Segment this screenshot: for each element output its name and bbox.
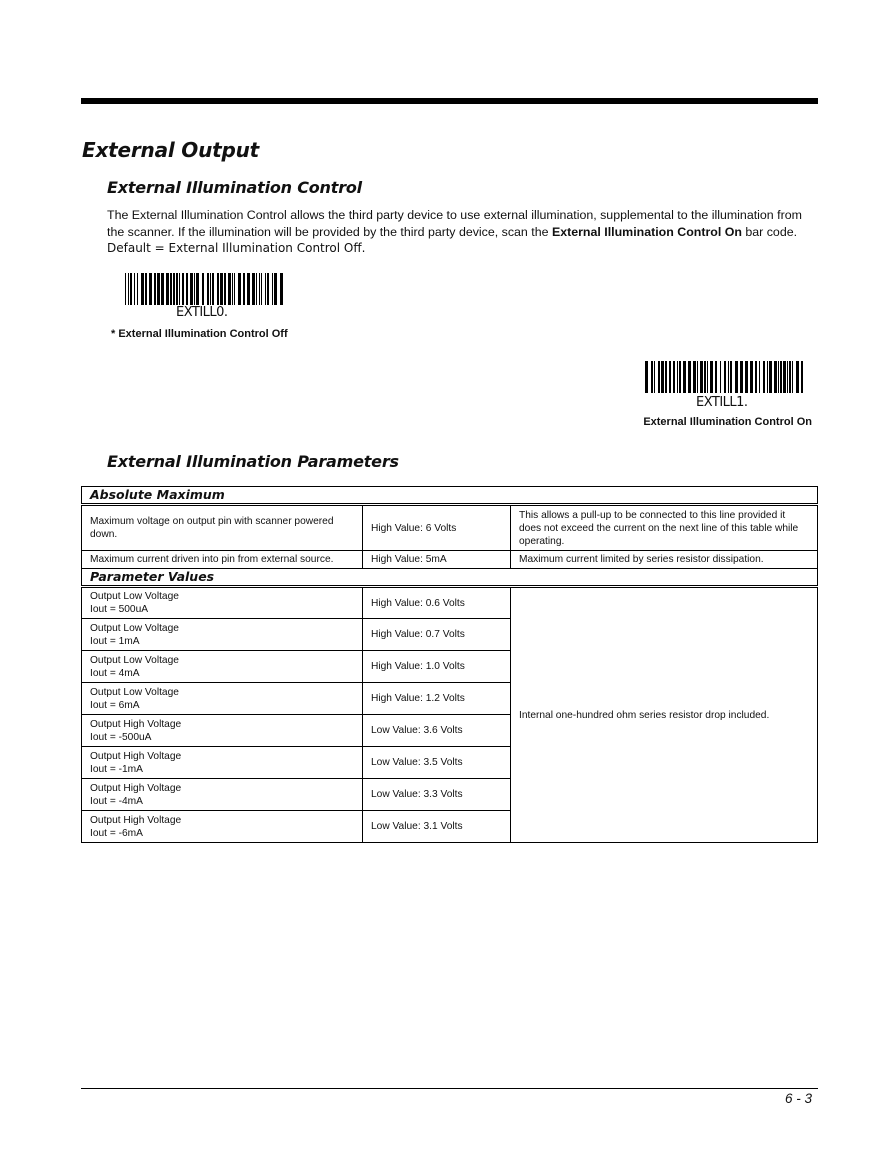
barcode-bar bbox=[190, 273, 193, 305]
page-number: 6 - 3 bbox=[784, 1091, 812, 1106]
param-line: Output Low Voltage bbox=[90, 654, 179, 666]
param-line: Output Low Voltage bbox=[90, 622, 179, 634]
param-current: Iout = -500uA bbox=[90, 731, 152, 743]
section-title: External Output bbox=[82, 138, 260, 162]
header-rule bbox=[81, 98, 818, 104]
barcode-bar bbox=[801, 361, 803, 393]
param-cell bbox=[82, 811, 363, 843]
barcode-bar bbox=[769, 361, 772, 393]
barcode-bar bbox=[715, 361, 717, 393]
barcode-bar bbox=[778, 361, 779, 393]
value-cell: Low Value: 3.5 Volts bbox=[363, 747, 511, 779]
value-cell: High Value: 0.7 Volts bbox=[363, 619, 511, 651]
barcode-bar bbox=[707, 361, 708, 393]
barcode-bar bbox=[157, 273, 160, 305]
table-row bbox=[82, 587, 818, 619]
barcode-bar bbox=[128, 273, 129, 305]
barcode-bar bbox=[256, 273, 257, 305]
barcode-bar bbox=[763, 361, 765, 393]
barcode-bar bbox=[186, 273, 188, 305]
barcode-bar bbox=[796, 361, 799, 393]
param-current: Iout = -6mA bbox=[90, 827, 143, 839]
barcode-bar bbox=[780, 361, 782, 393]
barcode-bar bbox=[661, 361, 664, 393]
barcode-bar bbox=[665, 361, 667, 393]
param-line: Output High Voltage bbox=[90, 782, 182, 794]
barcode-code-on: EXTILL1. bbox=[696, 395, 748, 410]
barcode-bar bbox=[252, 273, 255, 305]
barcode-bar bbox=[170, 273, 172, 305]
param-current: Iout = -4mA bbox=[90, 795, 143, 807]
barcode-bar bbox=[792, 361, 793, 393]
barcode-bar bbox=[261, 273, 262, 305]
barcode-bar bbox=[740, 361, 743, 393]
barcode-bar bbox=[688, 361, 691, 393]
param-cell bbox=[82, 587, 363, 619]
barcode-bar bbox=[149, 273, 152, 305]
barcode-bar bbox=[265, 273, 266, 305]
barcode-bar bbox=[130, 273, 132, 305]
table-section-header bbox=[82, 487, 818, 505]
barcode-bar bbox=[196, 273, 199, 305]
description-bold-text: External Illumination Control On bbox=[551, 224, 742, 239]
barcode-bar bbox=[755, 361, 757, 393]
barcode-bar bbox=[280, 273, 283, 305]
barcode-bar bbox=[182, 273, 184, 305]
barcode-bar bbox=[679, 361, 681, 393]
value-cell: High Value: 1.0 Volts bbox=[363, 651, 511, 683]
barcode-bar bbox=[783, 361, 786, 393]
param-line: Output Low Voltage bbox=[90, 591, 179, 602]
barcode-bar bbox=[207, 273, 209, 305]
value-cell: High Value: 6 Volts bbox=[363, 505, 511, 551]
barcode-bar bbox=[789, 361, 791, 393]
param-line: Output High Voltage bbox=[90, 750, 182, 762]
barcode-bar bbox=[787, 361, 788, 393]
barcode-bar bbox=[669, 361, 671, 393]
barcode-bar bbox=[134, 273, 135, 305]
parameter-values-title: Parameter Values bbox=[82, 569, 818, 587]
param-cell bbox=[82, 715, 363, 747]
barcode-bar bbox=[125, 273, 126, 305]
barcode-bar bbox=[220, 273, 223, 305]
barcode-bar bbox=[238, 273, 241, 305]
barcode-bar bbox=[683, 361, 686, 393]
barcode-illumination-off bbox=[125, 273, 284, 305]
table-row bbox=[82, 505, 818, 551]
barcode-bar bbox=[767, 361, 768, 393]
value-cell: High Value: 5mA bbox=[363, 551, 511, 569]
barcode-bar bbox=[658, 361, 660, 393]
barcode-illumination-on bbox=[645, 361, 804, 393]
default-note: Default = External Illumination Control Off. bbox=[107, 241, 366, 255]
barcode-bar bbox=[194, 273, 195, 305]
barcode-bar bbox=[217, 273, 219, 305]
absolute-maximum-title: Absolute Maximum bbox=[82, 487, 818, 505]
barcode-bar bbox=[704, 361, 706, 393]
barcode-bar bbox=[673, 361, 675, 393]
param-line: Output Low Voltage bbox=[90, 686, 179, 698]
param-current: Iout = 6mA bbox=[90, 699, 140, 711]
value-cell: Low Value: 3.3 Volts bbox=[363, 779, 511, 811]
barcode-bar bbox=[166, 273, 169, 305]
barcode-label-on: External Illumination Control On bbox=[643, 416, 812, 428]
barcode-bar bbox=[224, 273, 226, 305]
barcode-bar bbox=[677, 361, 678, 393]
barcode-bar bbox=[724, 361, 726, 393]
param-line: Output High Voltage bbox=[90, 718, 182, 730]
barcode-bar bbox=[693, 361, 696, 393]
param-cell bbox=[82, 651, 363, 683]
illumination-control-description bbox=[107, 207, 819, 257]
barcode-bar bbox=[210, 273, 211, 305]
barcode-bar bbox=[176, 273, 178, 305]
barcode-bar bbox=[145, 273, 147, 305]
barcode-bar bbox=[259, 273, 260, 305]
parameters-table bbox=[81, 486, 818, 843]
barcode-bar bbox=[745, 361, 748, 393]
barcode-bar bbox=[272, 273, 273, 305]
note-cell: Maximum current limited by series resistor dissipation. bbox=[511, 551, 818, 569]
table-section-header bbox=[82, 569, 818, 587]
barcode-bar bbox=[232, 273, 233, 305]
param-cell bbox=[82, 683, 363, 715]
barcode-bar bbox=[728, 361, 729, 393]
barcode-bar bbox=[228, 273, 231, 305]
barcode-bar bbox=[161, 273, 164, 305]
note-cell: Internal one-hundred ohm series resistor drop included. bbox=[511, 587, 818, 843]
param-current: Iout = -1mA bbox=[90, 763, 143, 775]
param-cell: Maximum current driven into pin from external source. bbox=[82, 551, 363, 569]
barcode-bar bbox=[173, 273, 175, 305]
barcode-label-off: * External Illumination Control Off bbox=[111, 328, 288, 340]
barcode-bar bbox=[202, 273, 204, 305]
parameters-heading: External Illumination Parameters bbox=[107, 452, 399, 471]
barcode-bar bbox=[654, 361, 655, 393]
param-current: Iout = 500uA bbox=[90, 604, 149, 615]
barcode-bar bbox=[247, 273, 250, 305]
description-text: The External Illumination Control allows the third party device to use external illumination, supplemental to the illumination from the scanner. If the illumination will be provided by the third party device, scan the bbox=[107, 208, 802, 239]
description-text-end: bar code. bbox=[741, 224, 798, 239]
value-cell: High Value: 0.6 Volts bbox=[363, 587, 511, 619]
barcode-bar bbox=[735, 361, 738, 393]
barcode-bar bbox=[651, 361, 653, 393]
barcode-bar bbox=[759, 361, 760, 393]
barcode-bar bbox=[234, 273, 235, 305]
param-current: Iout = 1mA bbox=[90, 635, 140, 647]
barcode-bar bbox=[710, 361, 713, 393]
barcode-bar bbox=[274, 273, 277, 305]
barcode-bar bbox=[730, 361, 732, 393]
barcode-bar bbox=[141, 273, 144, 305]
barcode-bar bbox=[179, 273, 180, 305]
footer-rule bbox=[81, 1088, 818, 1089]
value-cell: Low Value: 3.1 Volts bbox=[363, 811, 511, 843]
barcode-code-off: EXTILL0. bbox=[176, 305, 228, 320]
barcode-bar bbox=[750, 361, 753, 393]
barcode-bar bbox=[700, 361, 703, 393]
barcode-bar bbox=[212, 273, 214, 305]
barcode-bar bbox=[154, 273, 156, 305]
barcode-bar bbox=[243, 273, 245, 305]
barcode-bar bbox=[267, 273, 269, 305]
barcode-bar bbox=[720, 361, 721, 393]
param-current: Iout = 4mA bbox=[90, 667, 140, 679]
barcode-bar bbox=[645, 361, 648, 393]
value-cell: High Value: 1.2 Volts bbox=[363, 683, 511, 715]
param-line: Output High Voltage bbox=[90, 814, 182, 826]
barcode-bar bbox=[697, 361, 698, 393]
param-cell bbox=[82, 779, 363, 811]
param-cell bbox=[82, 619, 363, 651]
param-cell bbox=[82, 747, 363, 779]
note-cell: This allows a pull-up to be connected to this line provided it does not exceed the current on the next line of this table while operating. bbox=[511, 505, 818, 551]
value-cell: Low Value: 3.6 Volts bbox=[363, 715, 511, 747]
table-row bbox=[82, 551, 818, 569]
barcode-bar bbox=[774, 361, 777, 393]
barcode-bar bbox=[137, 273, 138, 305]
param-cell: Maximum voltage on output pin with scanner powered down. bbox=[82, 505, 363, 551]
illumination-control-heading: External Illumination Control bbox=[107, 178, 362, 197]
